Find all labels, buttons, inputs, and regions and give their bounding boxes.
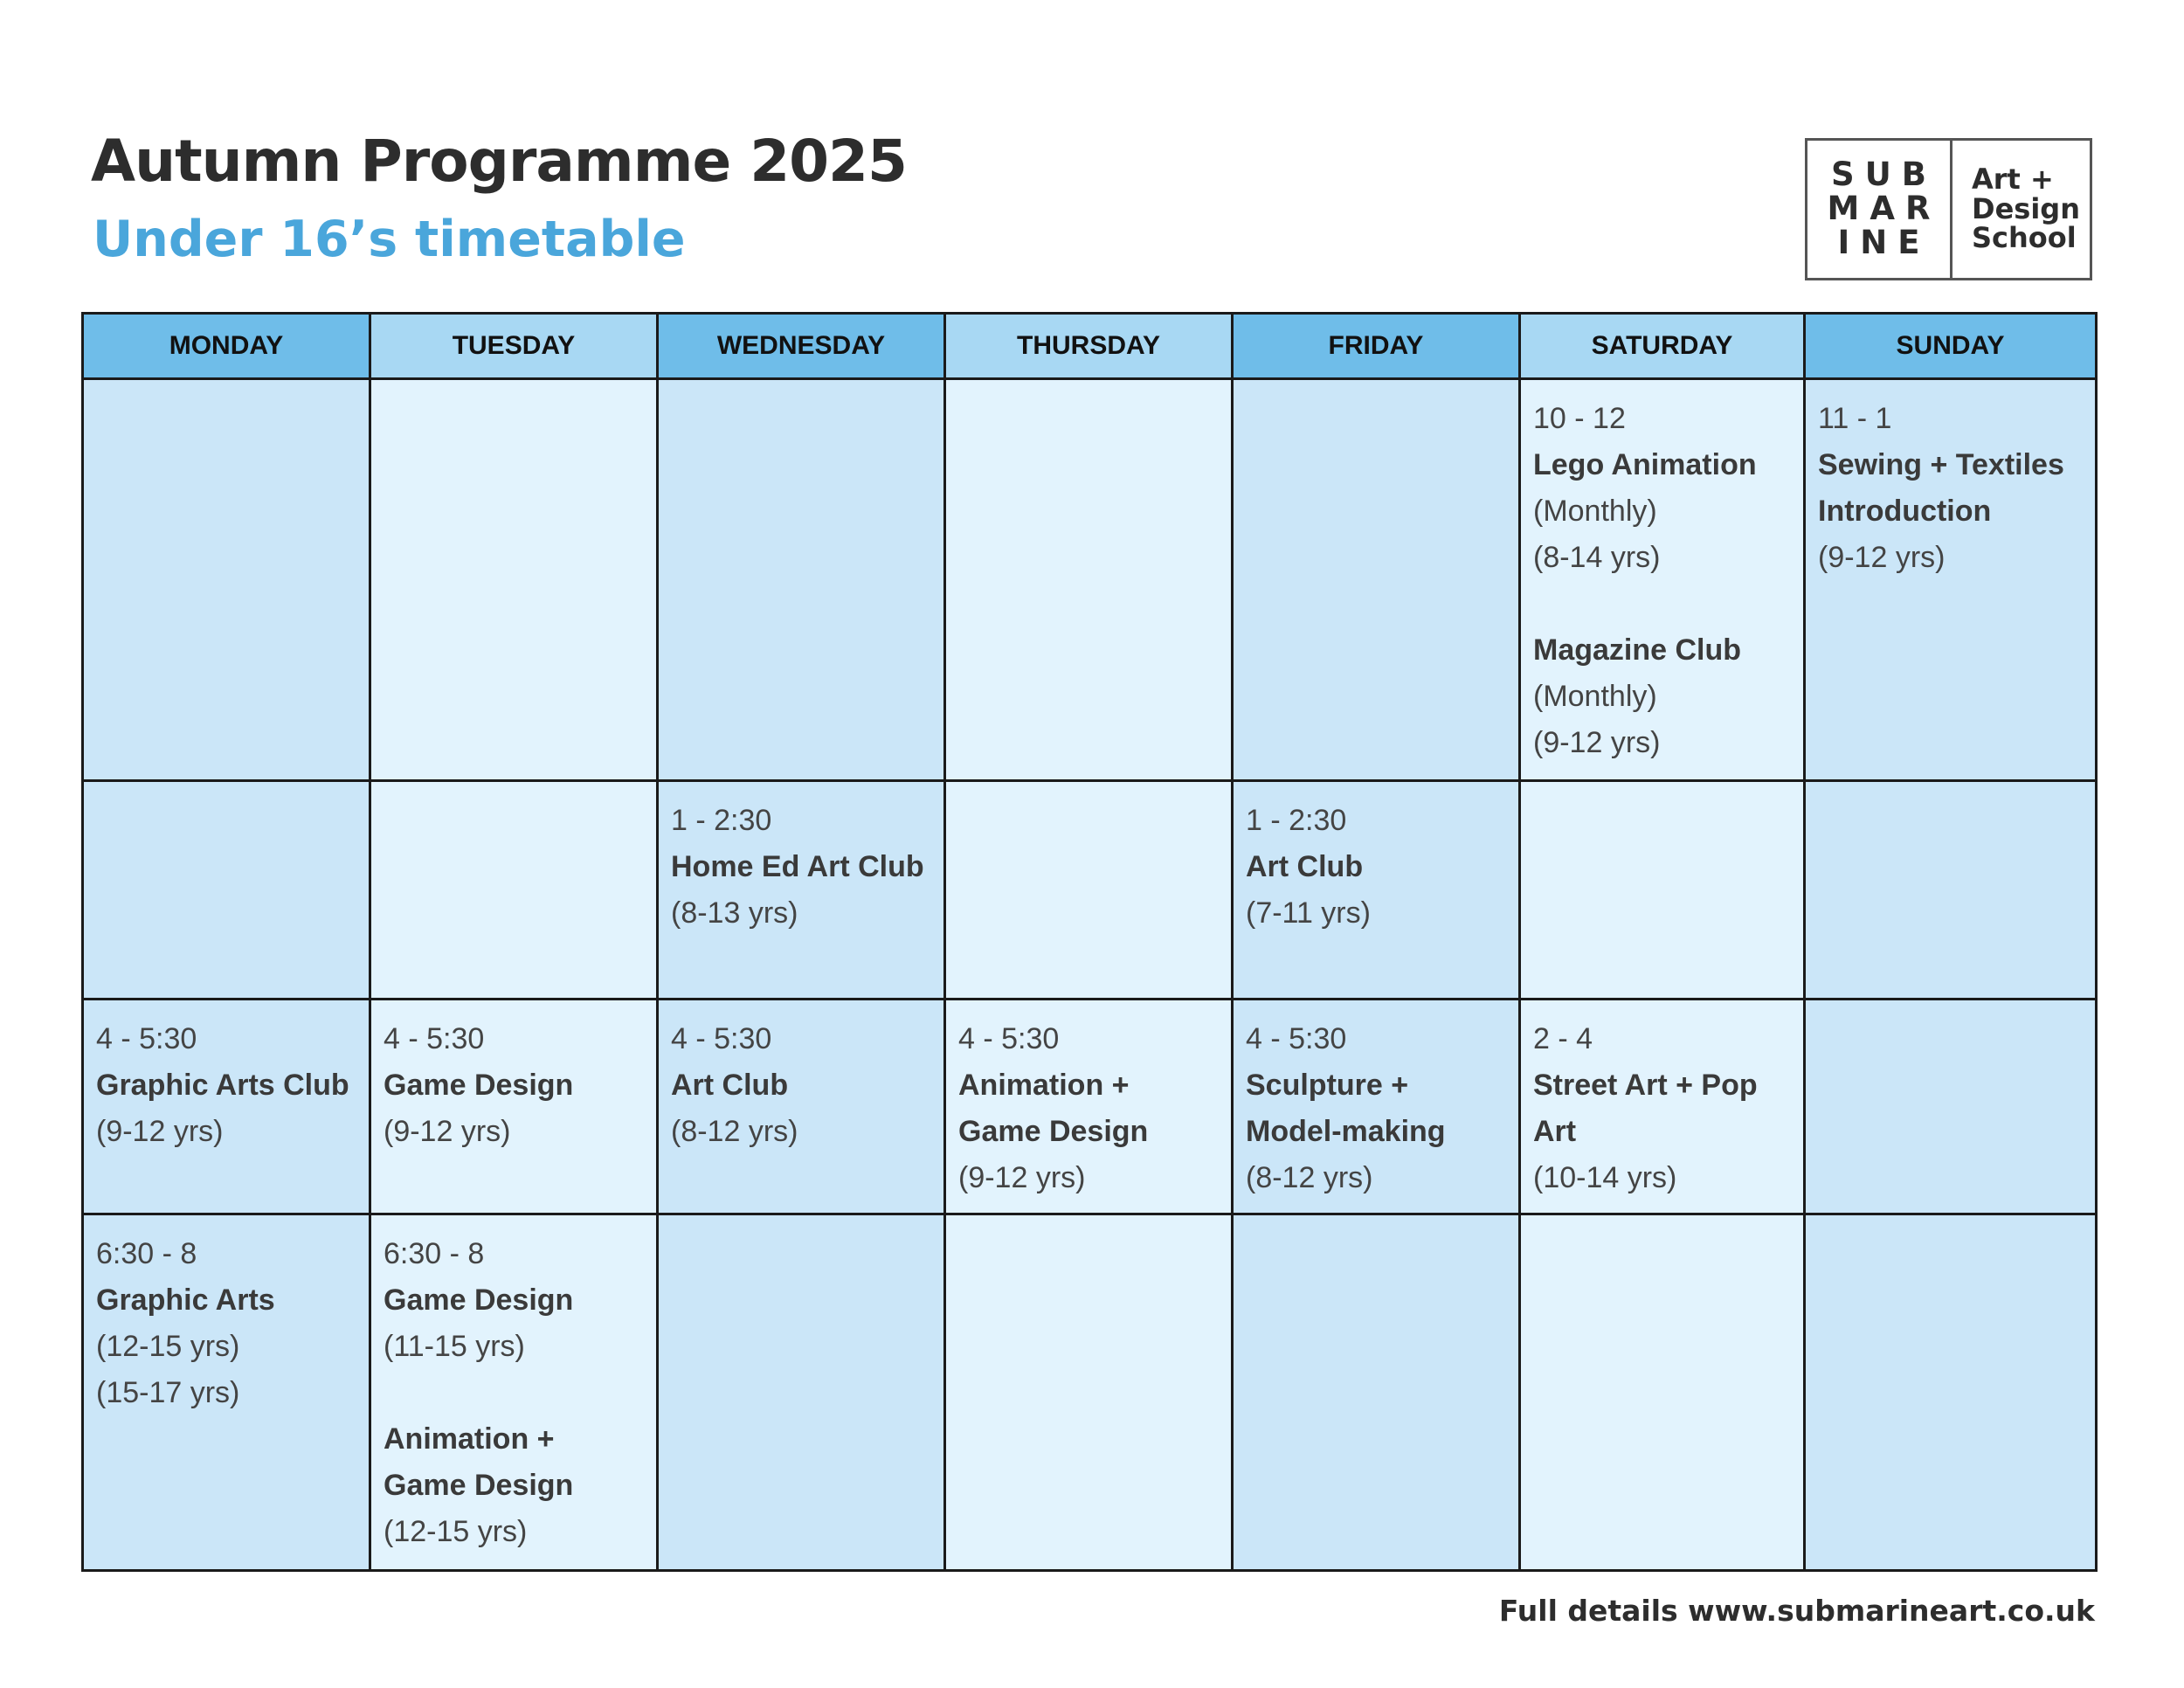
class-note: (9-12 yrs) bbox=[958, 1161, 1086, 1194]
day-header-saturday: SATURDAY bbox=[1520, 314, 1805, 379]
cell-wednesday bbox=[658, 1214, 945, 1571]
timetable-row bbox=[83, 781, 2097, 1000]
class-slot bbox=[96, 1016, 356, 1155]
class-note: (12-15 yrs) bbox=[384, 1515, 528, 1548]
class-slot bbox=[384, 1231, 644, 1555]
day-header-friday: FRIDAY bbox=[1233, 314, 1520, 379]
class-note: (8-14 yrs) bbox=[1533, 541, 1661, 574]
cell-sunday bbox=[1805, 1000, 2097, 1214]
class-slot bbox=[671, 798, 931, 937]
class-name: Street Art + Pop Art bbox=[1533, 1069, 1758, 1148]
cell-tuesday bbox=[370, 379, 658, 781]
cell-wednesday bbox=[658, 781, 945, 1000]
class-time: 10 - 12 bbox=[1533, 402, 1626, 435]
class-slot bbox=[1246, 1016, 1506, 1201]
class-time: 4 - 5:30 bbox=[671, 1022, 772, 1055]
timetable-header-row bbox=[83, 314, 2097, 379]
cell-tuesday bbox=[370, 1214, 658, 1571]
class-slot bbox=[671, 1016, 931, 1155]
logo-tagline-line: School bbox=[1972, 221, 2077, 255]
logo-wordmark-line: INE bbox=[1837, 223, 1931, 261]
class-note: (Monthly) bbox=[1533, 680, 1657, 713]
footer-details-link[interactable]: Full details www.submarineart.co.uk bbox=[1498, 1594, 2095, 1628]
class-time: 4 - 5:30 bbox=[1246, 1022, 1347, 1055]
logo-wordmark-line: SUB bbox=[1831, 156, 1937, 194]
cell-friday bbox=[1233, 1000, 1520, 1214]
class-name: Game Design bbox=[384, 1283, 574, 1317]
school-logo bbox=[1805, 138, 2092, 280]
cell-thursday bbox=[945, 781, 1233, 1000]
cell-friday bbox=[1233, 781, 1520, 1000]
cell-monday bbox=[83, 1000, 370, 1214]
class-time: 2 - 4 bbox=[1533, 1022, 1593, 1055]
class-name: Graphic Arts bbox=[96, 1283, 275, 1317]
class-slot bbox=[96, 1231, 356, 1416]
cell-friday bbox=[1233, 379, 1520, 781]
class-note: (9-12 yrs) bbox=[384, 1115, 511, 1148]
class-slot bbox=[384, 1016, 644, 1155]
timetable-row bbox=[83, 1000, 2097, 1214]
cell-wednesday bbox=[658, 1000, 945, 1214]
class-time: 11 - 1 bbox=[1818, 402, 1892, 435]
class-name: Game Design bbox=[384, 1069, 574, 1102]
class-name: Animation + Game Design bbox=[384, 1422, 574, 1502]
logo-wordmark bbox=[1807, 141, 1952, 278]
cell-monday bbox=[83, 379, 370, 781]
cell-saturday bbox=[1520, 781, 1805, 1000]
class-slot bbox=[958, 1016, 1219, 1201]
class-name: Magazine Club bbox=[1533, 633, 1742, 667]
class-time: 6:30 - 8 bbox=[384, 1237, 485, 1270]
day-header-sunday: SUNDAY bbox=[1805, 314, 2097, 379]
class-note: (Monthly) bbox=[1533, 495, 1657, 528]
class-note: (15-17 yrs) bbox=[96, 1376, 240, 1409]
class-name: Lego Animation bbox=[1533, 448, 1757, 481]
logo-tagline-line: Art + bbox=[1972, 163, 2054, 197]
class-note: (9-12 yrs) bbox=[96, 1115, 224, 1148]
class-time: 1 - 2:30 bbox=[671, 804, 772, 837]
timetable-row bbox=[83, 1214, 2097, 1571]
cell-monday bbox=[83, 781, 370, 1000]
class-time: 4 - 5:30 bbox=[96, 1022, 197, 1055]
cell-thursday bbox=[945, 379, 1233, 781]
cell-thursday bbox=[945, 1000, 1233, 1214]
page-title: Autumn Programme 2025 bbox=[91, 128, 907, 195]
class-note: (9-12 yrs) bbox=[1818, 541, 1946, 574]
cell-saturday bbox=[1520, 1000, 1805, 1214]
class-time: 4 - 5:30 bbox=[958, 1022, 1060, 1055]
class-name: Home Ed Art Club bbox=[671, 850, 924, 883]
cell-friday bbox=[1233, 1214, 1520, 1571]
cell-thursday bbox=[945, 1214, 1233, 1571]
item-spacer bbox=[1533, 581, 1791, 627]
logo-tagline-line: Design bbox=[1972, 191, 2080, 225]
class-note: (10-14 yrs) bbox=[1533, 1161, 1677, 1194]
class-note: (9-12 yrs) bbox=[1533, 726, 1661, 759]
page-subtitle: Under 16’s timetable bbox=[93, 211, 686, 268]
class-note: (11-15 yrs) bbox=[384, 1330, 525, 1363]
class-slot bbox=[1818, 396, 2083, 581]
cell-saturday bbox=[1520, 1214, 1805, 1571]
cell-tuesday bbox=[370, 781, 658, 1000]
class-note: (8-13 yrs) bbox=[671, 896, 798, 930]
cell-sunday bbox=[1805, 781, 2097, 1000]
day-header-thursday: THURSDAY bbox=[945, 314, 1233, 379]
class-time: 1 - 2:30 bbox=[1246, 804, 1347, 837]
class-name: Graphic Arts Club bbox=[96, 1069, 349, 1102]
logo-tagline bbox=[1952, 141, 2090, 278]
cell-sunday bbox=[1805, 1214, 2097, 1571]
class-name: Art Club bbox=[1246, 850, 1364, 883]
timetable-row bbox=[83, 379, 2097, 781]
class-name: Animation + Game Design bbox=[958, 1069, 1149, 1148]
class-note: (8-12 yrs) bbox=[671, 1115, 798, 1148]
logo-wordmark-line: MAR bbox=[1827, 190, 1941, 228]
day-header-monday: MONDAY bbox=[83, 314, 370, 379]
day-header-wednesday: WEDNESDAY bbox=[658, 314, 945, 379]
class-note: (8-12 yrs) bbox=[1246, 1161, 1373, 1194]
cell-sunday bbox=[1805, 379, 2097, 781]
class-slot bbox=[1246, 798, 1506, 937]
class-time: 4 - 5:30 bbox=[384, 1022, 485, 1055]
cell-wednesday bbox=[658, 379, 945, 781]
class-note: (7-11 yrs) bbox=[1246, 896, 1371, 930]
class-slot bbox=[1533, 1016, 1791, 1201]
timetable bbox=[81, 312, 2098, 1572]
class-name: Art Club bbox=[671, 1069, 789, 1102]
cell-tuesday bbox=[370, 1000, 658, 1214]
day-header-tuesday: TUESDAY bbox=[370, 314, 658, 379]
class-slot bbox=[1533, 396, 1791, 766]
item-spacer bbox=[384, 1370, 644, 1416]
class-name: Sculpture + Model-making bbox=[1246, 1069, 1446, 1148]
cell-saturday bbox=[1520, 379, 1805, 781]
class-name: Sewing + Textiles Introduction bbox=[1818, 448, 2064, 528]
class-note: (12-15 yrs) bbox=[96, 1330, 240, 1363]
cell-monday bbox=[83, 1214, 370, 1571]
class-time: 6:30 - 8 bbox=[96, 1237, 197, 1270]
